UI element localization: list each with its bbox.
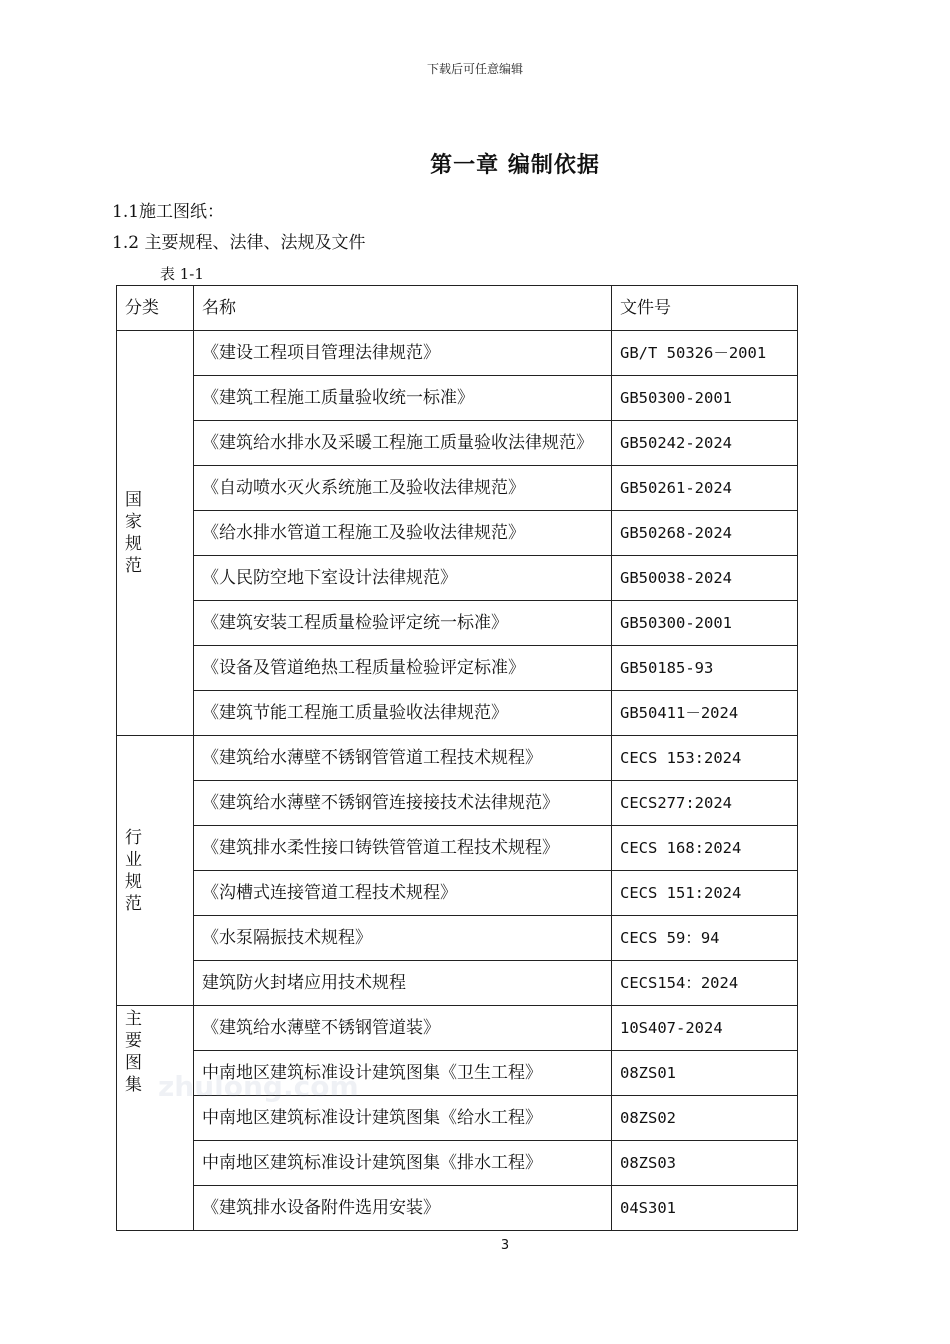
- document-code: CECS 59：94: [612, 916, 798, 961]
- header-code: 文件号: [612, 286, 798, 331]
- document-code: GB50242-2024: [612, 421, 798, 466]
- section-heading-1-2: 1.2 主要规程、法律、法规及文件: [112, 233, 366, 253]
- document-code: CECS 168:2024: [612, 826, 798, 871]
- category-label: 行业规范: [125, 827, 142, 914]
- page-number: 3: [500, 1238, 510, 1253]
- document-code: 08ZS03: [612, 1141, 798, 1186]
- document-name: 中南地区建筑标准设计建筑图集《排水工程》: [194, 1141, 612, 1186]
- table-row: [117, 871, 798, 916]
- document-code: GB/T 50326－2001: [612, 331, 798, 376]
- section-heading-1-1: 1.1施工图纸：: [112, 202, 225, 222]
- header-name: 名称: [194, 286, 612, 331]
- document-name: 《建筑排水柔性接口铸铁管管道工程技术规程》: [194, 826, 612, 871]
- document-name: 《建筑给水薄壁不锈钢管管道工程技术规程》: [194, 736, 612, 781]
- table-row: [117, 646, 798, 691]
- document-code: 10S407-2024: [612, 1006, 798, 1051]
- header-note: 下载后可任意编辑: [426, 62, 523, 76]
- document-code: CECS 153:2024: [612, 736, 798, 781]
- document-code: CECS 151:2024: [612, 871, 798, 916]
- table-row: [117, 1141, 798, 1186]
- document-name: 《建筑给水薄壁不锈钢管连接接技术法律规范》: [194, 781, 612, 826]
- table-header-row: [117, 286, 798, 331]
- category-cell: [117, 1006, 194, 1231]
- chapter-title: 第一章 编制依据: [430, 153, 600, 178]
- table-label: 表 1-1: [160, 265, 204, 283]
- table-row: [117, 1006, 798, 1051]
- document-code: GB50261-2024: [612, 466, 798, 511]
- document-name: 《给水排水管道工程施工及验收法律规范》: [194, 511, 612, 556]
- document-code: GB50300-2001: [612, 376, 798, 421]
- document-name: 《建筑工程施工质量验收统一标准》: [194, 376, 612, 421]
- document-name: 《建筑安装工程质量检验评定统一标准》: [194, 601, 612, 646]
- document-code: 08ZS02: [612, 1096, 798, 1141]
- document-name: 《建筑排水设备附件选用安装》: [194, 1186, 612, 1231]
- category-label: 主要图集: [125, 1009, 142, 1095]
- document-code: GB50268-2024: [612, 511, 798, 556]
- table-row: [117, 466, 798, 511]
- table-row: [117, 826, 798, 871]
- category-label: 国家规范: [125, 490, 142, 576]
- document-code: GB50300-2001: [612, 601, 798, 646]
- table-row: [117, 736, 798, 781]
- document-code: GB50185-93: [612, 646, 798, 691]
- document-code: CECS154：2024: [612, 961, 798, 1006]
- document-name: 《建筑节能工程施工质量验收法律规范》: [194, 691, 612, 736]
- table-row: [117, 331, 798, 376]
- category-cell: [117, 331, 194, 736]
- table-row: [117, 1051, 798, 1096]
- header-category: 分类: [117, 286, 194, 331]
- table-row: [117, 916, 798, 961]
- document-code: CECS277:2024: [612, 781, 798, 826]
- document-code: GB50038-2024: [612, 556, 798, 601]
- document-name: 《设备及管道绝热工程质量检验评定标准》: [194, 646, 612, 691]
- table-row: [117, 601, 798, 646]
- table-row: [117, 421, 798, 466]
- watermark: zhulong.com: [158, 1070, 359, 1103]
- document-name: 《建筑给水薄壁不锈钢管道装》: [194, 1006, 612, 1051]
- document-name: 《建设工程项目管理法律规范》: [194, 331, 612, 376]
- document-name: 中南地区建筑标准设计建筑图集《给水工程》: [194, 1096, 612, 1141]
- document-name: 《水泵隔振技术规程》: [194, 916, 612, 961]
- document-name: 《自动喷水灭火系统施工及验收法律规范》: [194, 466, 612, 511]
- document-name: 建筑防火封堵应用技术规程: [194, 961, 612, 1006]
- table-row: [117, 961, 798, 1006]
- table-row: [117, 1096, 798, 1141]
- table-row: [117, 511, 798, 556]
- table-row: [117, 556, 798, 601]
- document-name: 《沟槽式连接管道工程技术规程》: [194, 871, 612, 916]
- table-row: [117, 781, 798, 826]
- table-row: [117, 1186, 798, 1231]
- document-code: GB50411－2024: [612, 691, 798, 736]
- regulations-table: [116, 285, 798, 1231]
- document-name: 中南地区建筑标准设计建筑图集《卫生工程》: [194, 1051, 612, 1096]
- document-name: 《建筑给水排水及采暖工程施工质量验收法律规范》: [194, 421, 612, 466]
- document-code: 04S301: [612, 1186, 798, 1231]
- document-name: 《人民防空地下室设计法律规范》: [194, 556, 612, 601]
- category-cell: [117, 736, 194, 1006]
- document-code: 08ZS01: [612, 1051, 798, 1096]
- table-row: [117, 691, 798, 736]
- table-row: [117, 376, 798, 421]
